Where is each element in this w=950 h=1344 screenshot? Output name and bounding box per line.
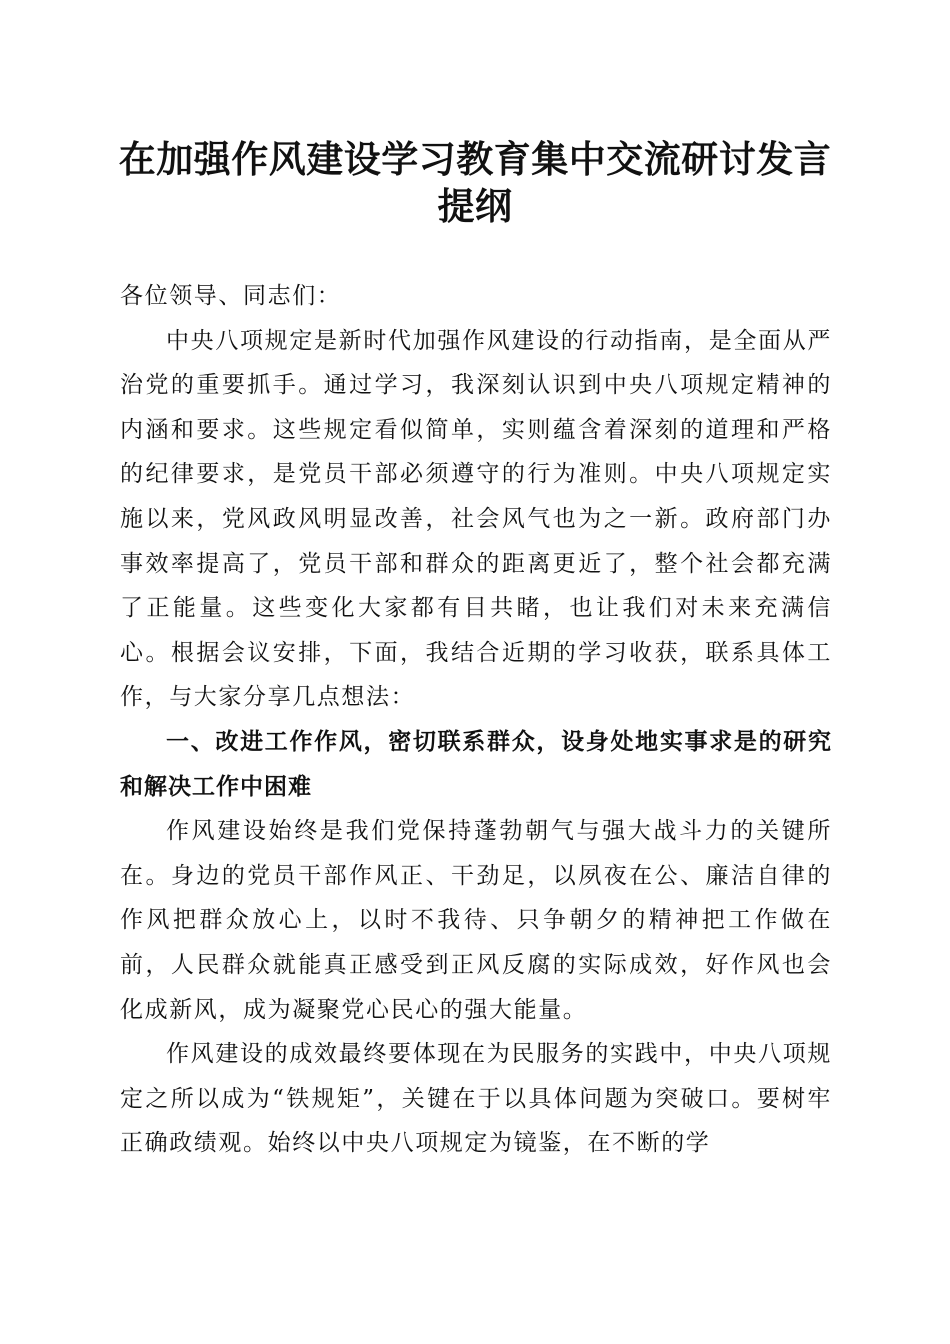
section-heading: 一、改进工作作风，密切联系群众，设身处地实事求是的研究和解决工作中困难	[120, 728, 832, 800]
document-body	[120, 274, 832, 1166]
salutation: 各位领导、同志们：	[120, 283, 342, 309]
body-paragraph: 作风建设始终是我们党保持蓬勃朝气与强大战斗力的关键所在。身边的党员干部作风正、干劲足，以夙夜在公、廉洁自律的作风把群众放心上，以时不我待、只争朝夕的精神把工作做在前，人民群众就能真正感受到正风反腐的实际成效，好作风也会化成新风，成为凝聚党心民心的强大能量。	[120, 818, 832, 1023]
body-paragraph: 作风建设的成效最终要体现在为民服务的实践中，中央八项规定之所以成为“铁规矩”，关键在于以具体问题为突破口。要树牢正确政绩观。始终以中央八项规定为镜鉴，在不断的学	[120, 1041, 832, 1157]
body-paragraph: 中央八项规定是新时代加强作风建设的行动指南，是全面从严治党的重要抓手。通过学习，我深刻认识到中央八项规定精神的内涵和要求。这些规定看似简单，实则蕴含着深刻的道理和严格的纪律要求，是党员干部必须遵守的行为准则。中央八项规定实施以来，党风政风明显改善，社会风气也为之一新。政府部门办事效率提高了，党员干部和群众的距离更近了，整个社会都充满了正能量。这些变化大家都有目共睹，也让我们对未来充满信心。根据会议安排，下面，我结合近期的学习收获，联系具体工作，与大家分享几点想法：	[120, 327, 832, 711]
document-title: 在加强作风建设学习教育集中交流研讨发言提纲	[118, 137, 832, 228]
